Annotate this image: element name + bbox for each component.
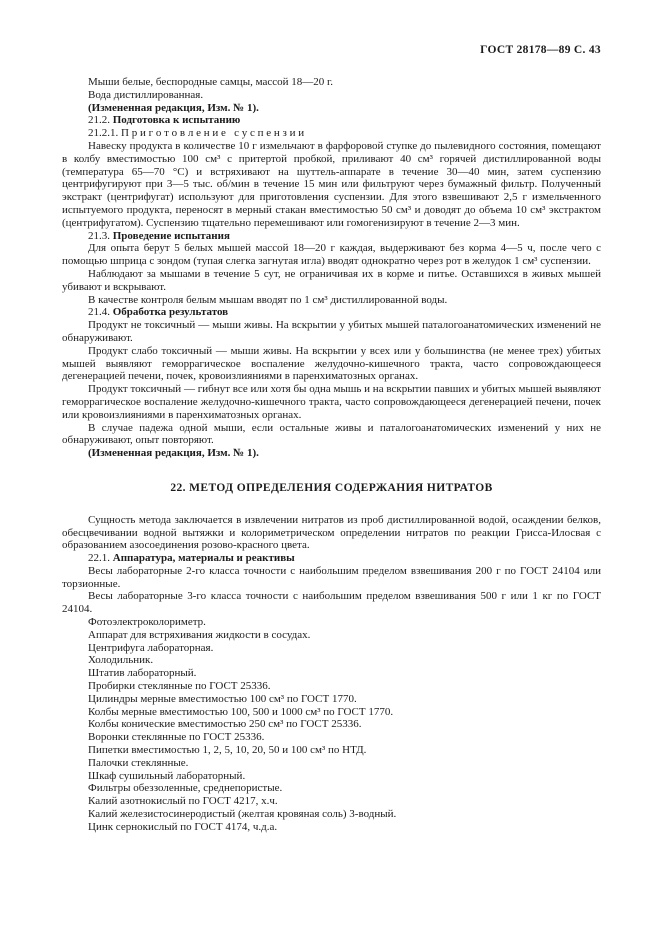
section-heading xyxy=(62,552,601,565)
paragraph: Мыши белые, беспородные самцы, массой 18—20 г. xyxy=(88,76,334,88)
section-number: 21.3. xyxy=(88,229,113,242)
paragraph: Колбы конические вместимостью 250 см³ по ГОСТ 25336. xyxy=(88,718,362,731)
paragraph: Калий азотнокислый по ГОСТ 4217, х.ч. xyxy=(88,795,278,808)
section-title: Проведение испытания xyxy=(112,229,230,242)
paragraph: Воронки стеклянные по ГОСТ 25336. xyxy=(88,731,265,744)
paragraph: Пробирки стеклянные по ГОСТ 25336. xyxy=(88,680,271,693)
section-number: 21.2. xyxy=(88,114,113,127)
subsection-heading: 21.2.1. П р и г о т о в л е н и е с у с п е н з и и xyxy=(88,127,305,140)
section-title: Обработка результатов xyxy=(112,306,229,319)
section-heading xyxy=(62,306,601,319)
section-heading xyxy=(62,230,601,243)
revision-note: (Измененная редакция, Изм. № 1). xyxy=(88,101,259,114)
paragraph: Фотоэлектроколориметр. xyxy=(88,616,206,629)
paragraph: Навеску продукта в количестве 10 г измельчают в фарфоровой ступке до пылевидного состояния, помещают в колбу вместимостью 100 см³ с притертой пробкой, приливают 40 см³ горячей дистиллированной воды (температура 65—70 °С) и встряхивают на шуттель-аппарате в течение 30—40 мин, затем суспензию центрифугируют при 3—5 тыс. об/мин в течение 15 мин или фильтруют через бумажный фильтр. Полученный экстракт (центрифугат) используют для приготовления суспензии. Для этого взвешивают 2,5 г измельченного испытуемого продукта, переносят в мерный стакан вместимостью 50 см³ и доводят до объема 10 см³ экстрактом (центрифугатом). Суспензию тщательно перемешивают или гомогенизируют в течение 2—3 мин. xyxy=(62,139,601,229)
paragraph: Для опыта берут 5 белых мышей массой 18—20 г каждая, выдерживают без корма 4—5 ч, после чего с помощью шприца с зондом (тупая слегка загнутая игла) вводят однократно через рот в желудок 1 см³ суспензии. xyxy=(62,242,601,268)
paragraph: Аппарат для встряхивания жидкости в сосудах. xyxy=(88,628,311,641)
paragraph: Вода дистиллированная. xyxy=(88,88,204,101)
paragraph: Весы лабораторные 3-го класса точности с наибольшим пределом взвешивания 500 г или 1 кг по ГОСТ 24104. xyxy=(62,590,601,616)
paragraph: В случае падежа одной мыши, если остальные живы и паталогоанатомических изменений у них не обнаруживают, опыт повторяют. xyxy=(62,421,601,447)
paragraph: Цилиндры мерные вместимостью 100 см³ по ГОСТ 1770. xyxy=(88,692,357,705)
paragraph: Продукт токсичный — гибнут все или хотя бы одна мышь и на вскрытии павших и убитых мышей выявляют геморрагическое воспаление желудочно-кишечного тракта, часто сопровождающееся дегенерацией печени, почек или кровоизлияниями в паренхиматозных органах. xyxy=(62,383,601,421)
paragraph: Палочки стеклянные. xyxy=(88,756,189,769)
paragraph: Штатив лабораторный. xyxy=(88,667,197,680)
section-heading xyxy=(62,114,601,127)
paragraph: Холодильник. xyxy=(88,654,154,667)
section-title: Аппаратура, материалы и реактивы xyxy=(112,552,295,565)
paragraph: Центрифуга лабораторная. xyxy=(88,641,214,654)
paragraph: Пипетки вместимостью 1, 2, 5, 10, 20, 50 и 100 см³ по НТД. xyxy=(88,744,367,757)
section-number: 21.4. xyxy=(88,306,113,319)
paragraph: Шкаф сушильный лабораторный. xyxy=(88,769,246,782)
gost-page-header: ГОСТ 28178—89 С. 43 xyxy=(480,44,601,56)
section-title: Подготовка к испытанию xyxy=(112,114,241,127)
paragraph: Калий железистосинеродистый (желтая кровяная соль) 3-водный. xyxy=(88,808,397,821)
paragraph: Продукт не токсичный — мыши живы. На вскрытии у убитых мышей паталогоанатомических изменений не обнаруживают. xyxy=(62,319,601,344)
paragraph: Колбы мерные вместимостью 100, 500 и 1000 см³ по ГОСТ 1770. xyxy=(88,705,394,718)
paragraph: Наблюдают за мышами в течение 5 сут, не ограничивая их в корме и питье. Оставшихся в живых мышей убивают и вскрывают. xyxy=(62,267,601,293)
revision-note: (Измененная редакция, Изм. № 1). xyxy=(88,447,259,460)
section-number: 22.1. xyxy=(88,552,113,565)
paragraph: Цинк сернокислый по ГОСТ 4174, ч.д.а. xyxy=(88,820,278,833)
paragraph: В качестве контроля белым мышам вводят по 1 см³ дистиллированной воды. xyxy=(88,293,448,306)
chapter-heading: 22. МЕТОД ОПРЕДЕЛЕНИЯ СОДЕРЖАНИЯ НИТРАТОВ xyxy=(170,481,493,494)
paragraph: Фильтры обеззоленные, среднепористые. xyxy=(88,782,283,795)
paragraph: Весы лабораторные 2-го класса точности с наибольшим пределом взвешивания 200 г по ГОСТ 24104 или торзионные. xyxy=(62,564,601,590)
paragraph: Продукт слабо токсичный — мыши живы. На вскрытии у всех или у большинства (не менее трех) убитых мышей выявляют геморрагическое воспаление желудочно-кишечного тракта, часто сопровождающееся дегенерацией печени, почек, кровоизлияниями в паренхиматозных органах. xyxy=(62,344,601,383)
paragraph: Сущность метода заключается в извлечении нитратов из проб дистиллированной водой, осаждении белков, обесцвечивании водной вытяжки и колориметрическом определении нитратов по реакции Грисса-Илосвая с образованием азосоединения розово-красного цвета. xyxy=(62,513,601,552)
document-body xyxy=(62,76,601,834)
